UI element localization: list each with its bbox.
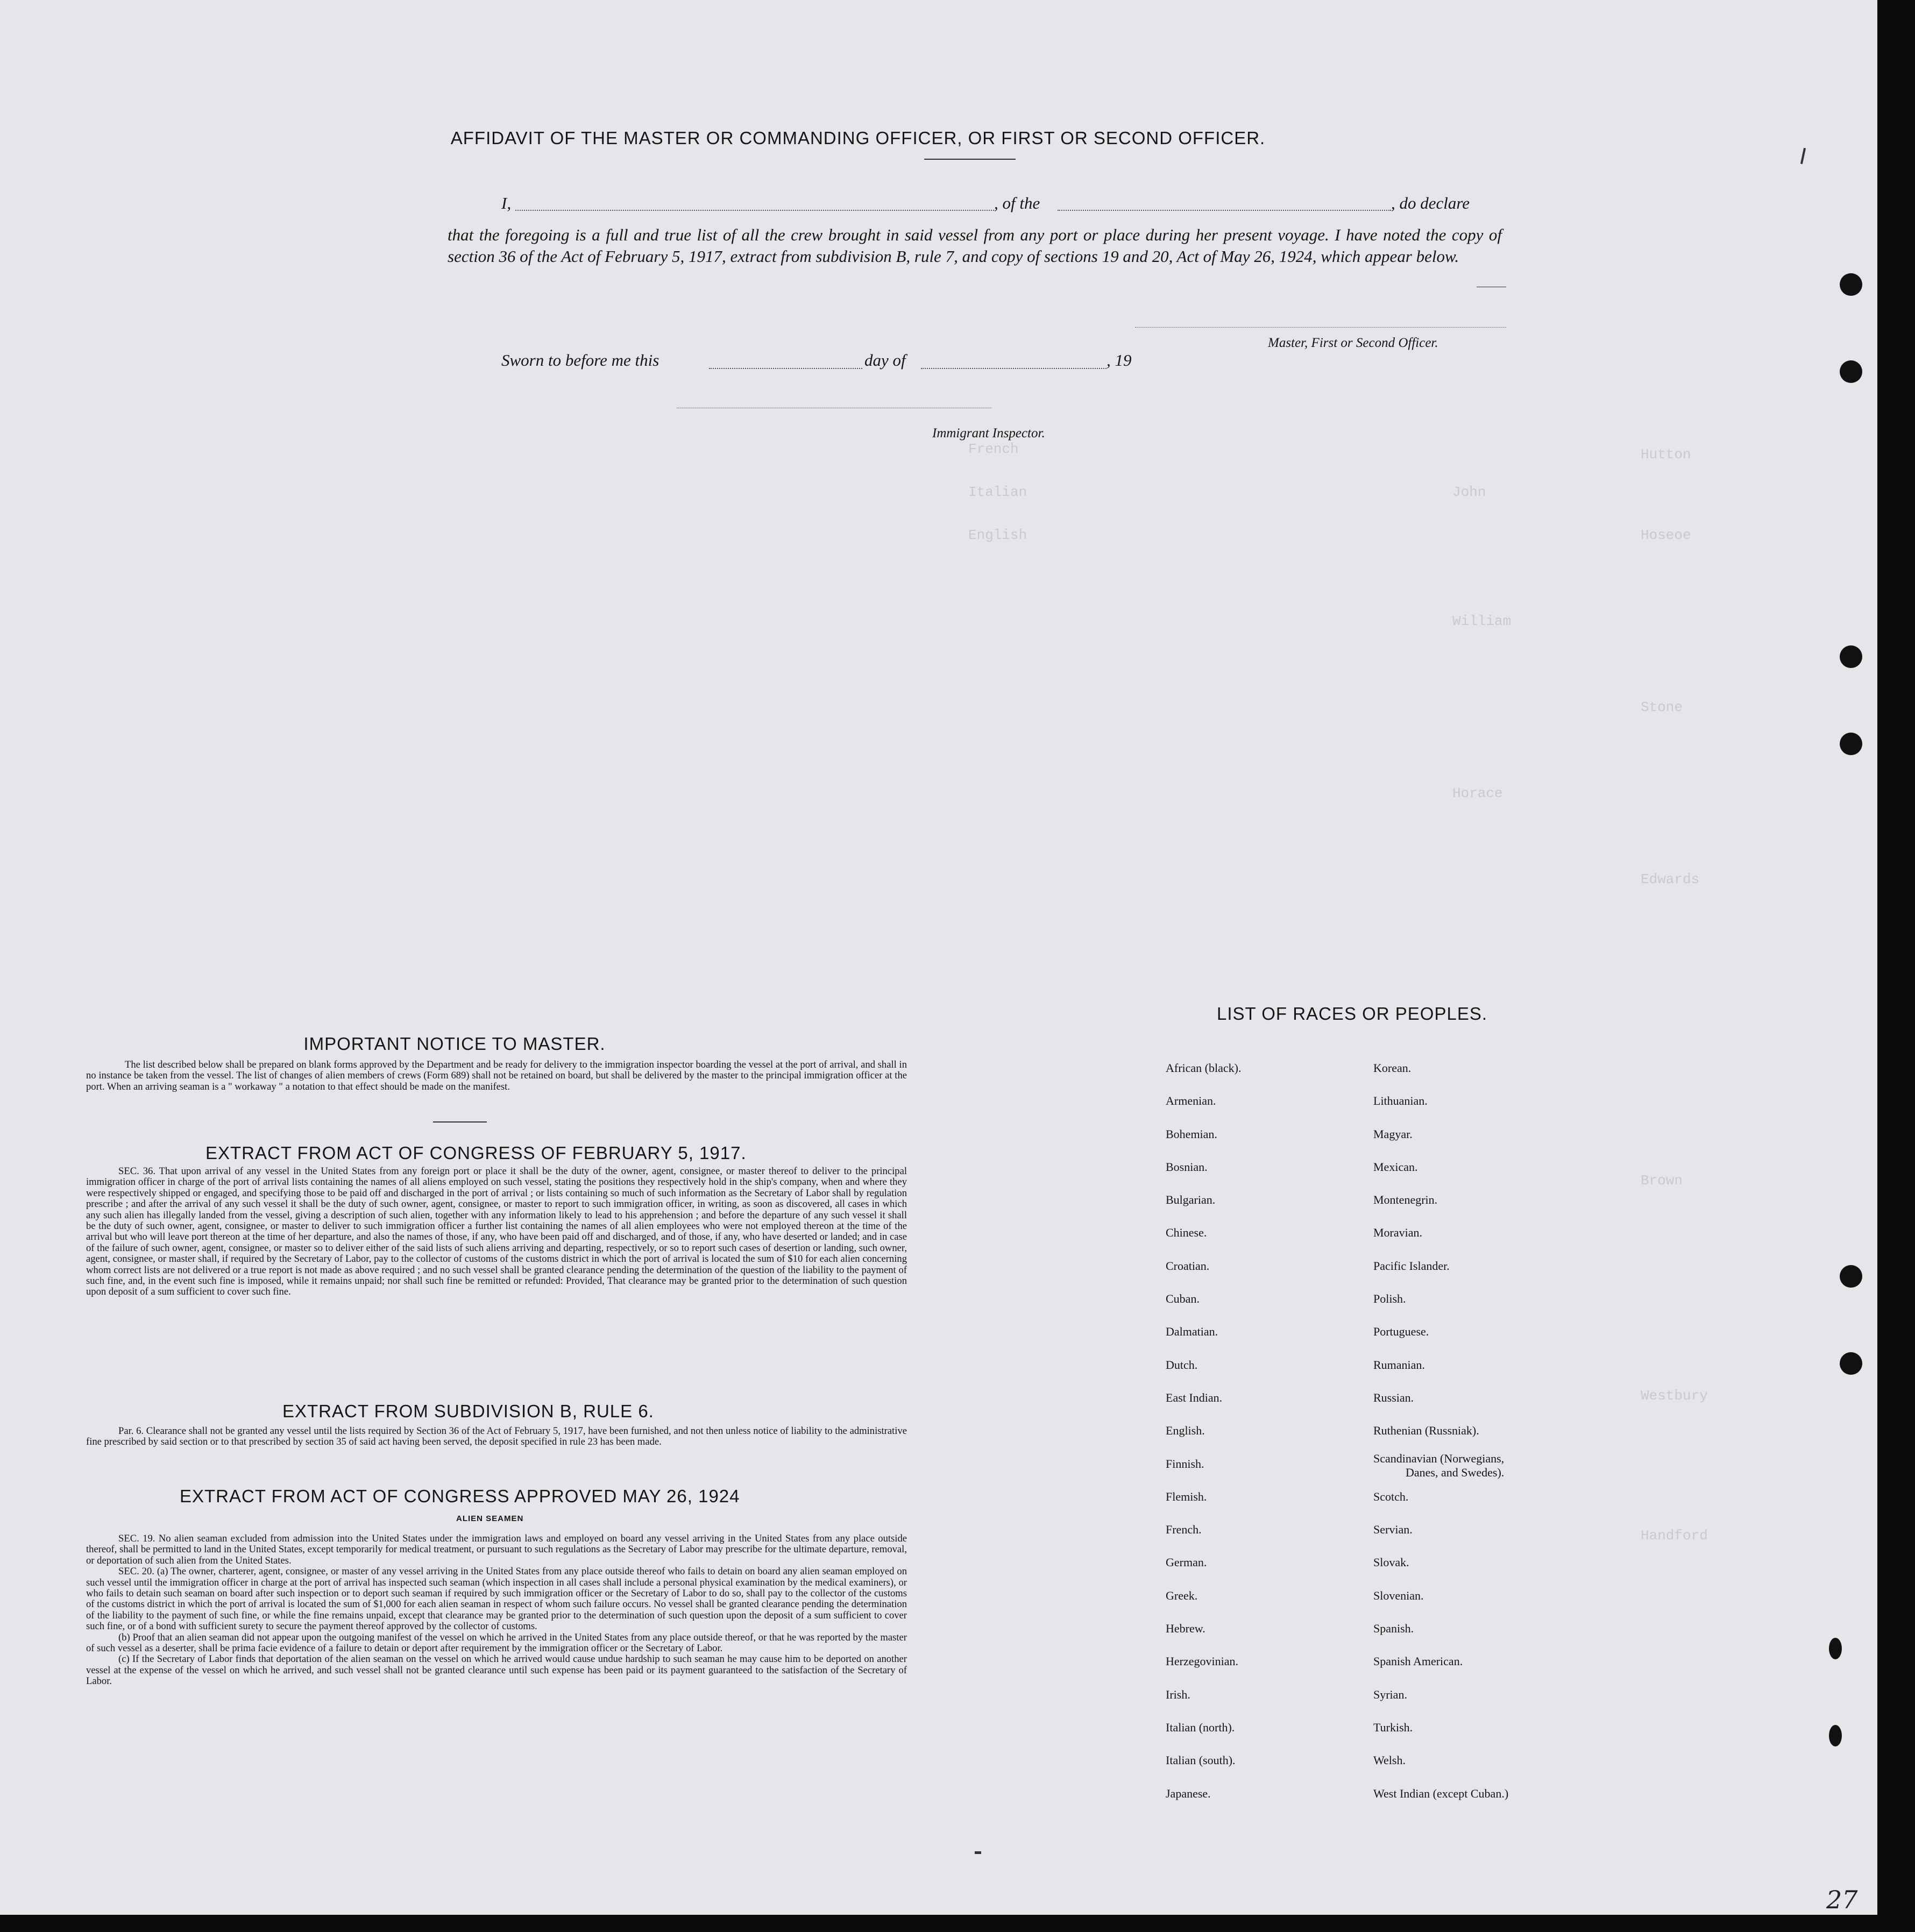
race-item: Welsh.: [1373, 1753, 1406, 1767]
race-item: Syrian.: [1373, 1687, 1407, 1701]
notice-text: The list described below shall be prepared on blank forms approved by the Department and be ready for delivery to the immigration inspector boarding the vessel at the port of arrival, and shall in no instance be taken from the vessel. The list of changes of alien members of crews (Form 689) shall not be retained on board, but shall be delivered by the master to the principal immigration officer at the port. When an arriving seaman is a " workaway " a notation to that effect should be made on the manifest.: [86, 1059, 907, 1092]
race-item: East Indian.: [1166, 1390, 1223, 1404]
rule6-text: [86, 1426, 907, 1448]
declaration-text: that the foregoing is a full and true list of all the crew brought in said vessel from any port or place during her present voyage. I have noted the copy of section 36 of the Act of February 5, 1917, extract from subdivision B, rule 7, and copy of sections 19 and 20, Act of May 26, 1924, which appear below.: [448, 225, 1502, 266]
bleed-through-text: Italian: [968, 484, 1027, 500]
race-item-line: Danes, and Swedes).: [1406, 1465, 1505, 1479]
punch-hole: [1840, 360, 1862, 383]
race-item: Portuguese.: [1373, 1325, 1429, 1339]
race-item: Greek.: [1166, 1588, 1198, 1602]
races-right-column: [1373, 1052, 1508, 1810]
handwritten-page-number: 27: [1826, 1885, 1858, 1914]
race-item: Rumanian.: [1373, 1358, 1425, 1372]
punch-hole: [1829, 1638, 1842, 1659]
master-signature-field[interactable]: [1135, 327, 1506, 328]
race-item: Bulgarian.: [1166, 1193, 1216, 1207]
race-item: African (black).: [1166, 1061, 1242, 1075]
races-left-column: [1166, 1052, 1241, 1810]
punch-hole: [1840, 645, 1862, 668]
race-item: Korean.: [1373, 1061, 1412, 1075]
notice-divider: [433, 1121, 487, 1123]
race-item: Bosnian.: [1166, 1160, 1208, 1174]
year-label: , 19: [1107, 351, 1132, 370]
section-20b-paragraph: (b) Proof that an alien seaman did not appear upon the outgoing manifest of the vessel on which he arrived in the United States from any place outside thereof, or that he was reported by the master of such vessel as a deserter, shall be prima facie evidence of a failure to detain or deport after requirement by the immigration officer or the Secretary of Labor.: [86, 1631, 907, 1654]
race-item: Russian.: [1373, 1390, 1414, 1404]
section-19-paragraph: SEC. 19. No alien seaman excluded from admission into the United States under the immigration laws and employed on board any vessel arriving in the United States from any place outside thereof, shall be permitted to land in the United States, except temporarily for medical treatment, or pursuant to such regulations as the Secretary of Labor may prescribe for the ultimate departure, removal, or deportation of such alien from the United States.: [86, 1533, 907, 1566]
extract-1924-text: [86, 1533, 907, 1687]
race-item: French.: [1166, 1523, 1202, 1537]
declarant-label: I,: [501, 194, 512, 212]
ink-mark: [975, 1851, 981, 1854]
rule6-title: EXTRACT FROM SUBDIVISION B, RULE 6.: [282, 1401, 654, 1421]
race-item: Servian.: [1373, 1523, 1413, 1537]
race-item: Spanish.: [1373, 1622, 1414, 1636]
race-item: Ruthenian (Russniak).: [1373, 1424, 1479, 1438]
race-item: Turkish.: [1373, 1720, 1413, 1734]
title-underline: [924, 159, 1016, 160]
bleed-through-text: French: [968, 441, 1019, 457]
extract-1924-subtitle: ALIEN SEAMEN: [456, 1514, 524, 1523]
race-item: Herzegovinian.: [1166, 1654, 1238, 1668]
bleed-through-text: Handford: [1641, 1528, 1708, 1544]
extract-1917-title: EXTRACT FROM ACT OF CONGRESS OF FEBRUARY 5, 1917.: [205, 1143, 747, 1163]
punch-hole: [1829, 1725, 1842, 1746]
race-item: Slovenian.: [1373, 1588, 1424, 1602]
race-item: Italian (south).: [1166, 1753, 1236, 1767]
race-item: Slovak.: [1373, 1555, 1409, 1569]
sworn-day-field[interactable]: [709, 368, 862, 369]
race-item: West Indian (except Cuban.): [1373, 1786, 1509, 1800]
master-signature-label: Master, First or Second Officer.: [1268, 336, 1438, 350]
race-item: Cuban.: [1166, 1292, 1200, 1306]
bleed-through-text: John: [1452, 484, 1486, 500]
race-item: Hebrew.: [1166, 1622, 1205, 1636]
race-item: Polish.: [1373, 1292, 1406, 1306]
bleed-through-text: English: [968, 527, 1027, 543]
race-item: Dalmatian.: [1166, 1325, 1218, 1339]
extract-1924-title: EXTRACT FROM ACT OF CONGRESS APPROVED MAY 26, 1924: [180, 1486, 740, 1506]
inspector-label: Immigrant Inspector.: [932, 426, 1045, 441]
scan-border-right: [1877, 0, 1915, 1932]
race-item: Irish.: [1166, 1687, 1190, 1701]
ink-mark: [1800, 148, 1806, 164]
bleed-through-text: Brown: [1641, 1173, 1683, 1189]
race-item: German.: [1166, 1555, 1207, 1569]
of-the-label: , of the: [994, 194, 1040, 212]
race-item: Japanese.: [1166, 1786, 1211, 1800]
bleed-through-text: Edwards: [1641, 871, 1700, 887]
race-item: Finnish.: [1166, 1457, 1204, 1471]
race-item: English.: [1166, 1424, 1205, 1438]
race-item: Italian (north).: [1166, 1720, 1235, 1734]
notice-title: IMPORTANT NOTICE TO MASTER.: [303, 1034, 606, 1054]
bleed-through-text: William: [1452, 613, 1512, 629]
extract-1917-paragraph: SEC. 36. That upon arrival of any vessel in the United States from any foreign port or place it shall be the duty of the owner, agent, consignee, or master thereof to deliver to the principal immigration officer in charge of the port of arrival lists containing the names of all aliens employed on such vessel, stating the positions they respectively hold in the ship's company, when and where they were respectively shipped or engaged, and specifying those to be paid off and discharged in the port of arrival ; or lists containing so much of such information as the Secretary of Labor shall by regulation prescribe ; and after the arrival of any such vessel it shall be the duty of such owner, agent, consignee, or master to report to such immigration officer, in writing, as soon as discovered, all cases in which any such alien has illegally landed from the vessel, giving a description of such alien, together with any information likely to lead to his apprehension ; and before the departure of any such vessel it shall be the duty of such owner, agent, consignee, or master to deliver to such immigration officer a further list containing the names of all alien employees who were not employed thereon at the time of the arrival but who will leave port thereon at the time of her departure, and also the names of those, if any, who have been paid off and discharged, and of those, if any, who have deserted or landed; and in case of the failure of such owner, agent, consignee, or master so to deliver either of the said lists of such aliens arriving and departing, respectively, or so to report such cases of desertion or landing, such owner, agent, consignee, or master shall, if required by the Secretary of Labor, pay to the collector of customs of the customs district in which the port of arrival is located the sum of $10 for each alien concerning whom correct lists are not delivered or a true report is not made as above required ; and no such vessel shall be granted clearance pending the determination of the question of the liability to the payment of such fine, and, in the event such fine is imposed, while it remains unpaid; nor shall such fine be remitted or refunded: Provided, That clearance may be granted prior to the determination of such question upon deposit of a sum sufficient to cover such fine.: [86, 1166, 907, 1298]
bleed-through-text: Hutton: [1641, 446, 1691, 463]
race-item: Magyar.: [1373, 1127, 1413, 1141]
scan-border-bottom: [0, 1915, 1915, 1932]
race-item: Scotch.: [1373, 1489, 1409, 1503]
punch-hole: [1840, 1265, 1862, 1288]
race-item: Mexican.: [1373, 1160, 1418, 1174]
race-item: Spanish American.: [1373, 1654, 1463, 1668]
punch-hole: [1840, 273, 1862, 296]
section-20a-paragraph: SEC. 20. (a) The owner, charterer, agent, consignee, or master of any vessel arriving in the United States from any place outside thereof who fails to detain on board any alien seaman employed on such vessel until the immigration officer in charge at the port of arrival has inspected such seaman (which inspection in all cases shall include a personal physical examination by the medical examiners), or who fails to detain such seaman on board after such inspection or to deport such seaman if required by such immigration officer or the Secretary of Labor to do so, shall pay to the collector of the customs of the customs district in which the port of arrival is located the sum of $1,000 for each alien seaman in respect of whom such failure occurs. No vessel shall be granted clearance pending the determination of the liability to the payment of such fine, or while the fine remains unpaid, except that clearance may be granted prior to the determination of such question upon the deposit of a sum sufficient to cover such fine, or of a bond with sufficient surety to secure the payment thereof approved by the collector of customs.: [86, 1566, 907, 1632]
race-item: Lithuanian.: [1373, 1094, 1428, 1108]
extract-1917-text: [86, 1166, 907, 1298]
race-item: Flemish.: [1166, 1489, 1207, 1503]
race-item-scandinavian: [1373, 1447, 1508, 1480]
race-item: Armenian.: [1166, 1094, 1216, 1108]
punch-hole: [1840, 733, 1862, 755]
day-of-label: day of: [864, 351, 906, 370]
race-item: Dutch.: [1166, 1358, 1198, 1372]
punch-hole: [1840, 1352, 1862, 1375]
race-item: Moravian.: [1373, 1226, 1423, 1240]
race-item: Pacific Islander.: [1373, 1259, 1450, 1273]
affidavit-title: AFFIDAVIT OF THE MASTER OR COMMANDING OFFICER, OR FIRST OR SECOND OFFICER.: [450, 128, 1266, 148]
race-item: Chinese.: [1166, 1226, 1207, 1240]
vessel-name-field[interactable]: [1058, 210, 1391, 211]
sworn-label: Sworn to before me this: [501, 351, 659, 370]
bleed-through-text: Hoseoe: [1641, 527, 1691, 543]
rule6-paragraph: Par. 6. Clearance shall not be granted any vessel until the lists required by Section 36 of the Act of February 5, 1917, have been furnished, and not then unless notice of liability to the administrative fine prescribed by said section or to that prescribed by section 35 of said act having been served, the deposit specified in rule 23 has been made.: [86, 1425, 907, 1448]
do-declare-label: , do declare: [1391, 194, 1470, 212]
race-item-line: Scandinavian (Norwegians,: [1373, 1451, 1505, 1465]
section-20c-paragraph: (c) If the Secretary of Labor finds that deportation of the alien seaman on the vessel on which he arrived would cause undue hardship to such seaman he may cause him to be deported on another vessel at the expense of the vessel on which he arrived, and such vessel shall not be granted clearance until such expense has been paid or its payment guaranteed to the satisfaction of the Secretary of Labor.: [86, 1653, 907, 1687]
bleed-through-text: Stone: [1641, 699, 1683, 715]
race-item: Montenegrin.: [1373, 1193, 1438, 1207]
declarant-name-field[interactable]: [515, 210, 994, 211]
races-title: LIST OF RACES OR PEOPLES.: [1217, 1004, 1488, 1024]
bleed-through-text: Horace: [1452, 785, 1503, 801]
race-item: Croatian.: [1166, 1259, 1210, 1273]
sworn-month-field[interactable]: [921, 368, 1107, 369]
bleed-through-text: Westbury: [1641, 1388, 1708, 1404]
race-item: Bohemian.: [1166, 1127, 1217, 1141]
